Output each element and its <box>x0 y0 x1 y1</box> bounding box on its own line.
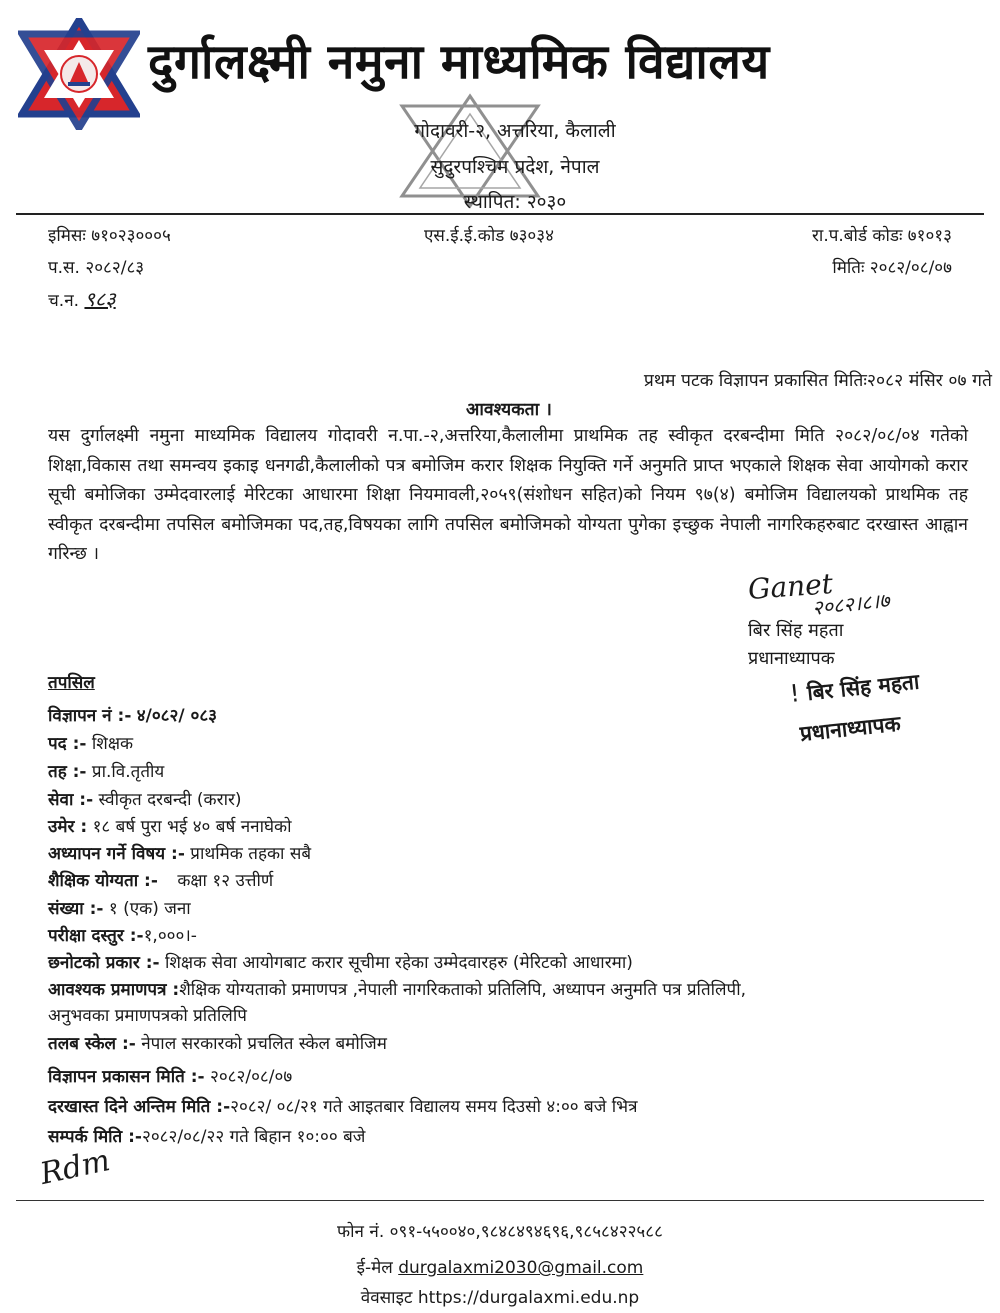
logo-star-icon <box>18 18 140 130</box>
dispatch-number <box>48 285 116 312</box>
field-level: तह :- प्रा.वि.तृतीय <box>48 762 165 782</box>
handwritten-signature: Ganet <box>746 567 834 606</box>
email-label: ई-मेल <box>356 1258 393 1278</box>
field-deadline: दरखास्त दिने अन्तिम मिति :-२०८२/ ०८/२१ गते आइतबार विद्यालय समय दिउसो ४:०० बजे भित्र <box>48 1097 638 1117</box>
signatory-title: प्रधानाध्यापक <box>748 648 835 669</box>
field-post: पद :- शिक्षक <box>48 734 134 754</box>
footer-phone: फोन नं. ०९१-५५००४०,९८४८४९४६९६,९८५८४२२५८८ <box>337 1222 663 1242</box>
board-code: रा.प.बोर्ड कोडः ७१०१३ <box>811 226 952 246</box>
dispatch-label: च.न. <box>48 291 80 311</box>
field-fee: परीक्षा दस्तुर :-१,०००।- <box>48 926 197 946</box>
first-published-line: प्रथम पटक विज्ञापन प्रकासित मितिः२०८२ मंसिर ०७ गते <box>643 371 992 391</box>
emis-code: इमिसः ७१०२३०००५ <box>48 226 171 246</box>
notice-body: यस दुर्गालक्ष्मी नमुना माध्यमिक विद्यालय गोदावरी न.पा.-२,अत्तरिया,कैलालीमा प्राथमिक तह स्वीकृत दरबन्दीमा मिति २०८२/०८/०४ गतेको शिक्षा,विकास तथा समन्वय इकाइ धनगढी,कैलालीको पत्र बमोजिम करार शिक्षक नियुक्ति गर्ने अनुमति प्राप्त भएकाले शिक्षक सेवा आयोगको करार सूची बमोजिका उम्मेदवारलाई मेरिटका आधारमा शिक्षा नियमावली,२०५९(संशोधन सहित)को नियम ९७(४) बमोजिम विद्यालयको प्राथमिक तह स्वीकृत दरबन्दीमा तपसिल बमोजिमका पद,तह,विषयका लागि तपसिल बमोजिमको योग्यता पुगेका इच्छुक नेपाली नागरिकहरुबाट दरखास्त आह्वान गरिन्छ । <box>48 426 968 564</box>
website-link[interactable]: https://durgalaxmi.edu.np <box>417 1288 640 1308</box>
field-contact-date: सम्पर्क मिति :-२०८२/०८/२२ गते बिहान १०:०० बजे <box>48 1127 366 1147</box>
title-stamp: प्रधानाध्यापक <box>798 711 902 746</box>
field-selection: छनोटको प्रकार :- शिक्षक सेवा आयोगबाट करार सूचीमा रहेका उम्मेदवारहरु (मेरिटको आधारमा) <box>48 953 633 973</box>
address-line-2: सुदुरपश्चिम प्रदेश, नेपाल <box>430 156 600 178</box>
school-name: दुर्गालक्ष्मी नमुना माध्यमिक विद्यालय <box>148 34 770 90</box>
footer-email <box>0 1255 1000 1278</box>
field-salary: तलब स्केल :- नेपाल सरकारको प्रचलित स्केल बमोजिम <box>48 1034 387 1054</box>
field-qualification: शैक्षिक योग्यता :- कक्षा १२ उत्तीर्ण <box>48 871 274 891</box>
established-year: स्थापित: २०३० <box>463 191 567 213</box>
footer-website <box>0 1285 1000 1308</box>
name-stamp: ! बिर सिंह महता <box>788 669 921 708</box>
header-divider <box>16 213 984 215</box>
signature-date: २०८२।८।७ <box>811 588 891 620</box>
website-label: वेवसाइट <box>360 1288 413 1308</box>
field-subject: अध्यापन गर्ने विषय :- प्राथमिक तहका सबै <box>48 844 312 864</box>
address-line-1: गोदावरी-२, अत्तरिया, कैलाली <box>414 120 616 142</box>
details-heading: तपसिल <box>48 673 95 693</box>
see-code: एस.ई.ई.कोड ७३०३४ <box>424 226 554 246</box>
field-service: सेवा :- स्वीकृत दरबन्दी (करार) <box>48 790 242 810</box>
field-documents <box>48 977 978 1000</box>
school-logo <box>18 18 140 130</box>
name-stamp-name: बिर सिंह महता <box>805 669 921 706</box>
letter-date: मितिः २०८२/०८/०७ <box>832 258 952 278</box>
fiscal-year: प.स. २०८२/८३ <box>48 258 145 278</box>
field-age: उमेर : १८ बर्ष पुरा भई ४० बर्ष ननाघेको <box>48 817 292 837</box>
handwritten-initials: Rdm <box>37 1143 114 1192</box>
field-count: संख्या :- १ (एक) जना <box>48 899 191 919</box>
footer-divider <box>16 1200 984 1201</box>
dispatch-value: ९८३ <box>84 287 116 311</box>
field-ad-no: विज्ञापन नं :- ४/०८२/ ०८३ <box>48 706 217 726</box>
email-link[interactable]: durgalaxmi2030@gmail.com <box>398 1258 644 1278</box>
notice-heading: आवश्यकता । <box>466 400 552 420</box>
documents-line-2: अनुभवका प्रमाणपत्रको प्रतिलिपि <box>48 1006 247 1026</box>
field-publish-date: विज्ञापन प्रकासन मिति :- २०८२/०८/०७ <box>48 1067 293 1087</box>
documents-line-1: आवश्यक प्रमाणपत्र :शैक्षिक योग्यताको प्रमाणपत्र ,नेपाली नागरिकताको प्रतिलिपि, अध्यापन अनुमति पत्र प्रतिलिपी, <box>48 980 747 1000</box>
signatory-name: बिर सिंह महता <box>748 620 844 641</box>
